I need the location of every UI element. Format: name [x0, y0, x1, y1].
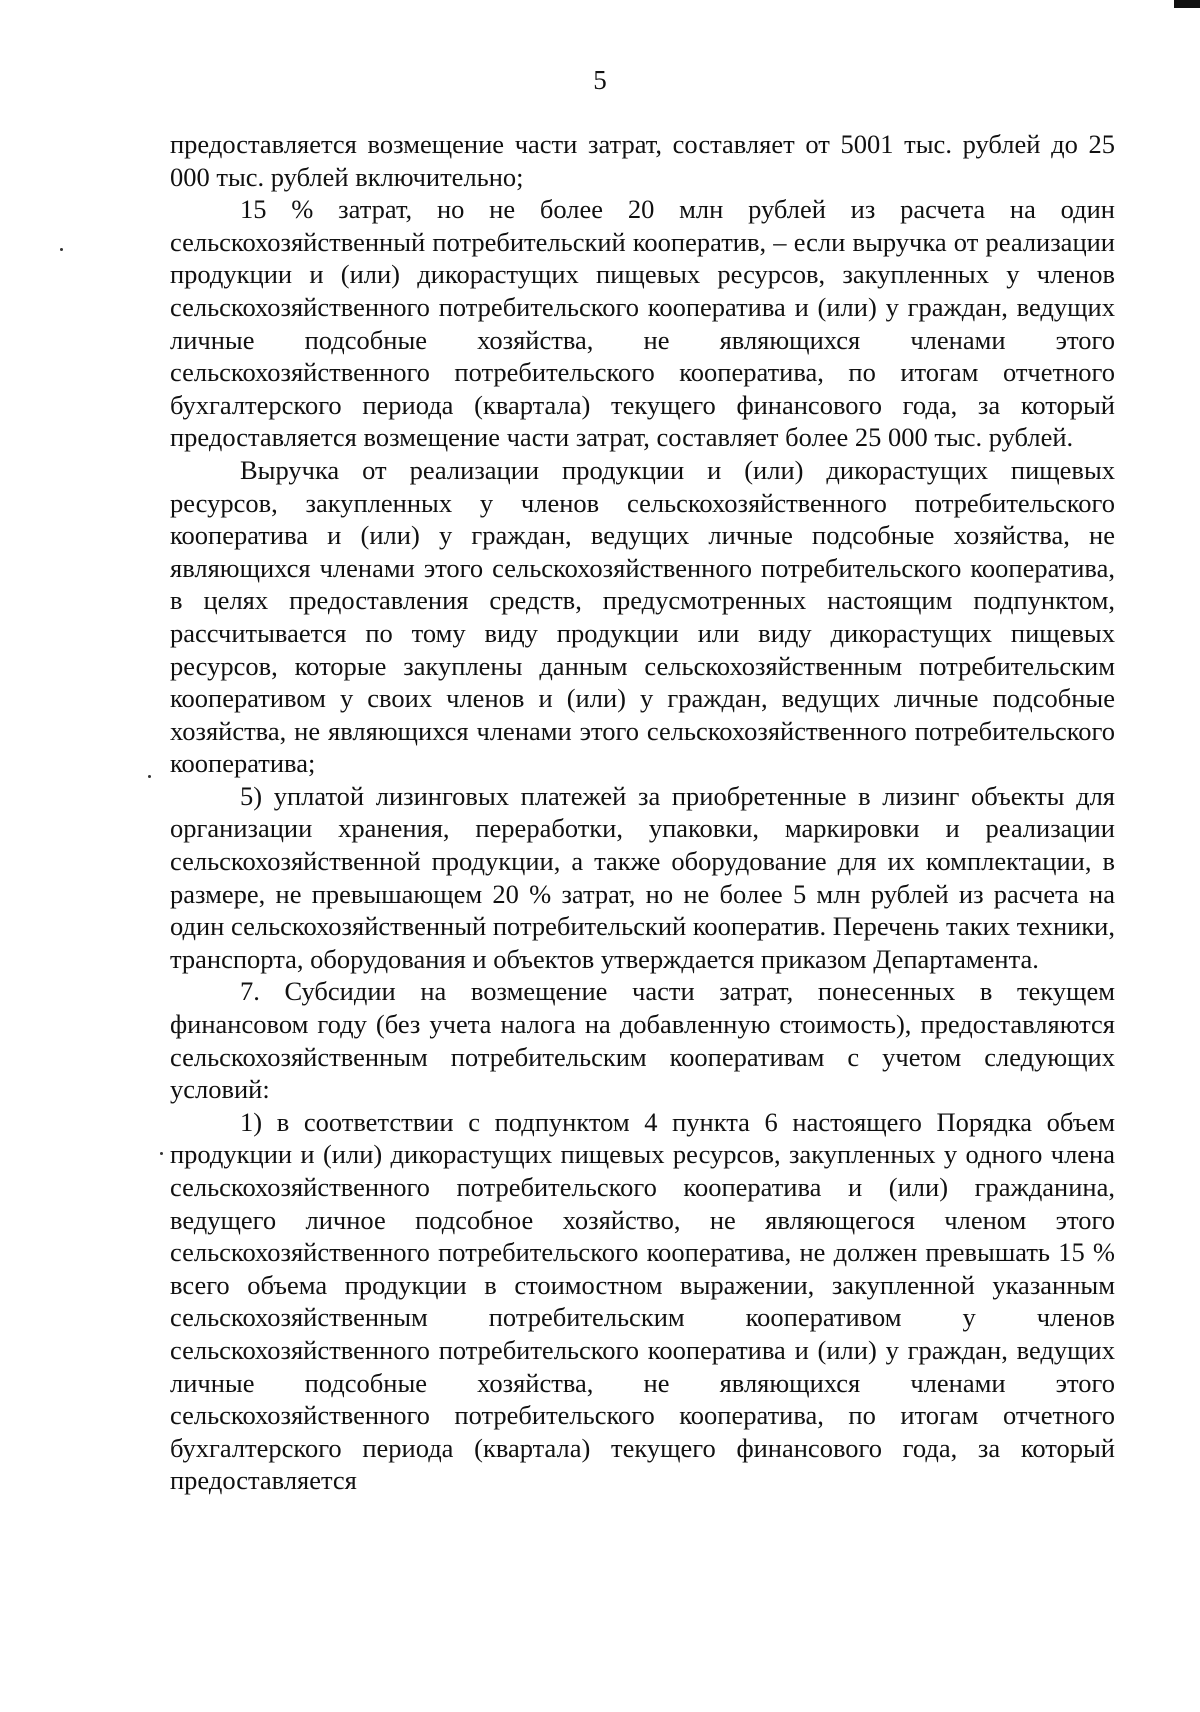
paragraph-2: 15 % затрат, но не более 20 млн рублей из расчета на один сельскохозяйственный потребительский кооператив, – если выручка от реализации продукции и (или) дикорастущих пищевых ресурсов, закупленных у членов сельскохозяйственного потребительского кооператива и (или) у граждан, ведущих личные подсобные хозяйства, не являющихся членами этого сельскохозяйственного потребительского кооператива, по итогам отчетного бухгалтерского периода (квартала) текущего финансового года, за который предоставляется возмещение части затрат, составляет более 25 000 тыс. рублей.	[170, 194, 1115, 453]
paragraph-3: Выручка от реализации продукции и (или) дикорастущих пищевых ресурсов, закупленных у членов сельскохозяйственного потребительского кооператива и (или) у граждан, ведущих личные подсобные хозяйства, не являющихся членами этого сельскохозяйственного потребительского кооператива, в целях предоставления средств, предусмотренных настоящим подпунктом, рассчитывается по тому виду продукции или виду дикорастущих пищевых ресурсов, которые закуплены данным сельскохозяйственным потребительским кооперативом у своих членов и (или) у граждан, ведущих личные подсобные хозяйства, не являющихся членами этого сельскохозяйственного потребительского кооператива;	[170, 454, 1115, 779]
page-number: 5	[593, 65, 607, 95]
scan-speck	[160, 1152, 163, 1155]
document-body	[170, 128, 1115, 1497]
paragraph-4: 5) уплатой лизинговых платежей за приобретенные в лизинг объекты для организации хранения, переработки, упаковки, маркировки и реализации сельскохозяйственной продукции, а также оборудование для их комплектации, в размере, не превышающем 20 % затрат, но не более 5 млн рублей из расчета на один сельскохозяйственный потребительский кооператив. Перечень таких техники, транспорта, оборудования и объектов утверждается приказом Департамента.	[170, 780, 1115, 974]
scan-speck	[148, 775, 151, 778]
paragraph-5: 7. Субсидии на возмещение части затрат, понесенных в текущем финансовом году (без учета налога на добавленную стоимость), предоставляются сельскохозяйственным потребительским кооперативам с учетом следующих условий:	[170, 976, 1115, 1105]
paragraph-1: предоставляется возмещение части затрат, составляет от 5001 тыс. рублей до 25 000 тыс. рублей включительно;	[170, 129, 1115, 192]
scan-edge-mark	[1174, 0, 1200, 8]
paragraph-6: 1) в соответствии с подпунктом 4 пункта 6 настоящего Порядка объем продукции и (или) дикорастущих пищевых ресурсов, закупленных у одного члена сельскохозяйственного потребительского кооператива и (или) гражданина, ведущего личное подсобное хозяйство, не являющегося членом этого сельскохозяйственного потребительского кооператива, не должен превышать 15 % всего объема продукции в стоимостном выражении, закупленной указанным сельскохозяйственным потребительским кооперативом у членов сельскохозяйственного потребительского кооператива и (или) у граждан, ведущих личные подсобные хозяйства, не являющихся членами этого сельскохозяйственного потребительского кооператива, по итогам отчетного бухгалтерского периода (квартала) текущего финансового года, за который предоставляется	[170, 1106, 1115, 1496]
scan-speck	[60, 248, 63, 251]
